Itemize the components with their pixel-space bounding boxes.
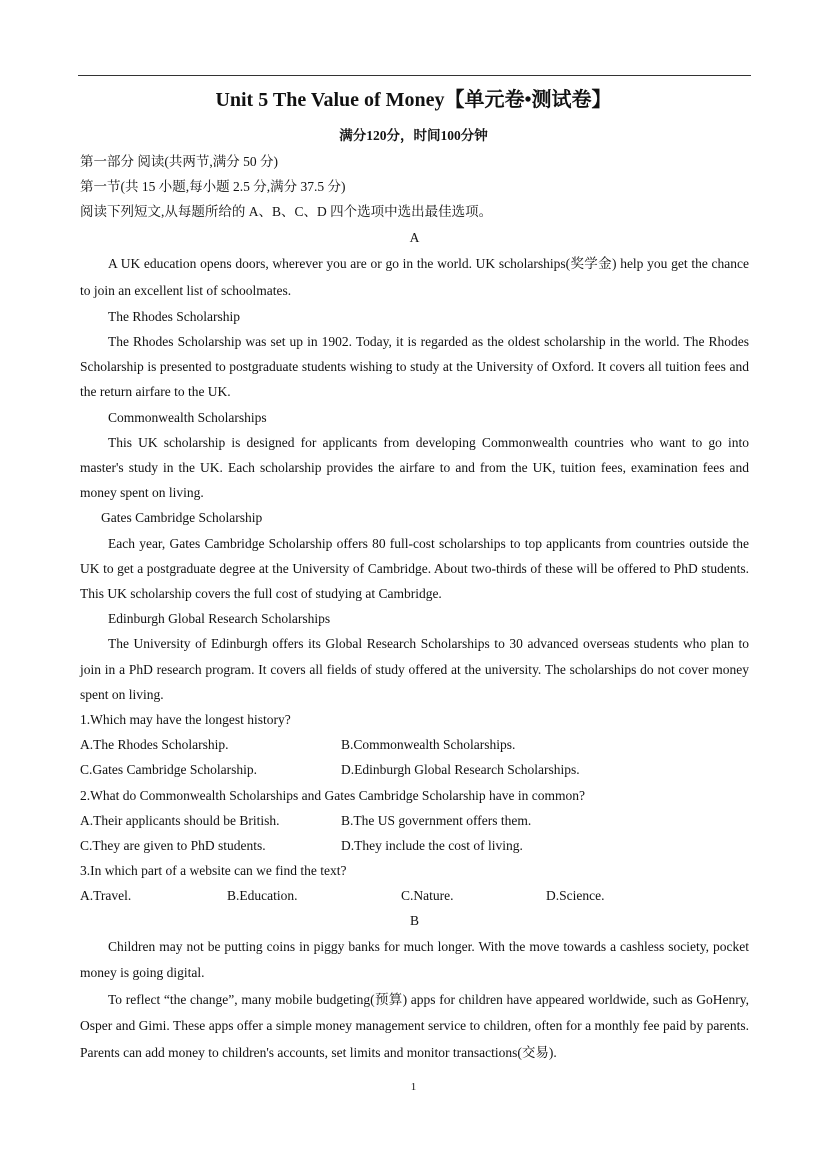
passage-b-paragraph-2: To reflect “the change”, many mobile budgeting(预算) apps for children have appeared worldwide, such as GoHenry, Osper and Gimi. These apps offer a simple money management service to children, often for a monthly fee paid by parents. Parents can add money to children's accounts, set limits and monitor transactions(交易).	[80, 991, 749, 1060]
question-3-option-b: B.Education.	[227, 888, 298, 904]
question-2-option-a: A.Their applicants should be British.	[80, 812, 280, 828]
instruction-text: 阅读下列短文,从每题所给的 A、B、C、D 四个选项中选出最佳选项。	[80, 204, 493, 220]
question-3-options-row	[80, 883, 749, 908]
scholarship-heading-rhodes: The Rhodes Scholarship	[108, 308, 240, 324]
question-3-stem: 3.In which part of a website can we find the text?	[80, 863, 347, 879]
question-3-option-c: C.Nature.	[401, 888, 454, 904]
question-1-option-c: C.Gates Cambridge Scholarship.	[80, 762, 257, 778]
part-heading: 第一部分 阅读(共两节,满分 50 分)	[80, 154, 278, 169]
passage-a-intro: A UK education opens doors, wherever you are or go in the world. UK scholarships(奖学金) help you get the chance to join an excellent list of schoolmates.	[80, 255, 749, 298]
question-1-option-a: A.The Rhodes Scholarship.	[80, 737, 229, 753]
question-2-option-d: D.They include the cost of living.	[341, 837, 523, 853]
question-2-option-c: C.They are given to PhD students.	[80, 837, 266, 853]
exam-info: 满分120分，时间100分钟	[339, 128, 488, 143]
passage-b-paragraph-1: Children may not be putting coins in piggy banks for much longer. With the move towards a cashless society, pocket money is going digital.	[80, 938, 749, 981]
question-2-stem: 2.What do Commonwealth Scholarships and Gates Cambridge Scholarship have in common?	[80, 787, 586, 803]
scholarship-heading-commonwealth: Commonwealth Scholarships	[108, 409, 267, 425]
page-number: 1	[410, 1081, 417, 1093]
question-1-options-row-1	[80, 732, 749, 757]
passage-a-label: A	[409, 229, 420, 245]
scholarship-text-commonwealth: This UK scholarship is designed for applicants from developing Commonwealth countries who want to go into master's study in the UK. Each scholarship provides the airfare to and from the UK, tuition fees, examination fees and money spent on living.	[80, 434, 749, 501]
scholarship-heading-gates: Gates Cambridge Scholarship	[101, 510, 263, 526]
exam-content	[80, 149, 749, 1066]
question-1-options-row-2	[80, 757, 749, 782]
header-rule	[78, 75, 751, 76]
question-1-stem: 1.Which may have the longest history?	[80, 711, 291, 727]
scholarship-heading-edinburgh: Edinburgh Global Research Scholarships	[108, 611, 331, 627]
question-2-options-row-2	[80, 833, 749, 858]
scholarship-text-rhodes: The Rhodes Scholarship was set up in 1902. Today, it is regarded as the oldest scholarship in the world. The Rhodes Scholarship is presented to postgraduate students wishing to study at the University of Oxford. It covers all tuition fees and the return airfare to the UK.	[80, 333, 749, 400]
question-3-option-a: A.Travel.	[80, 888, 132, 904]
question-1-option-d: D.Edinburgh Global Research Scholarships.	[341, 762, 580, 778]
page-title: Unit 5 The Value of Money【单元卷•测试卷】	[215, 89, 612, 111]
section-heading: 第一节(共 15 小题,每小题 2.5 分,满分 37.5 分)	[80, 179, 346, 195]
question-2-options-row-1	[80, 808, 749, 833]
question-1-option-b: B.Commonwealth Scholarships.	[341, 737, 516, 753]
question-3-option-d: D.Science.	[546, 888, 605, 904]
scholarship-text-gates: Each year, Gates Cambridge Scholarship offers 80 full-cost scholarships to top applicants from countries outside the UK to get a postgraduate degree at the University of Cambridge. About two-thirds of these will be offered to PhD students. This UK scholarship covers the full cost of studying at Cambridge.	[80, 535, 749, 601]
scholarship-text-edinburgh: The University of Edinburgh offers its Global Research Scholarships to 30 advanced overseas students who plan to join in a PhD research program. It covers all fields of study offered at the university. The scholarships do not cover money spent on living.	[80, 636, 749, 702]
passage-b-label: B	[409, 913, 419, 929]
question-2-option-b: B.The US government offers them.	[341, 812, 532, 828]
